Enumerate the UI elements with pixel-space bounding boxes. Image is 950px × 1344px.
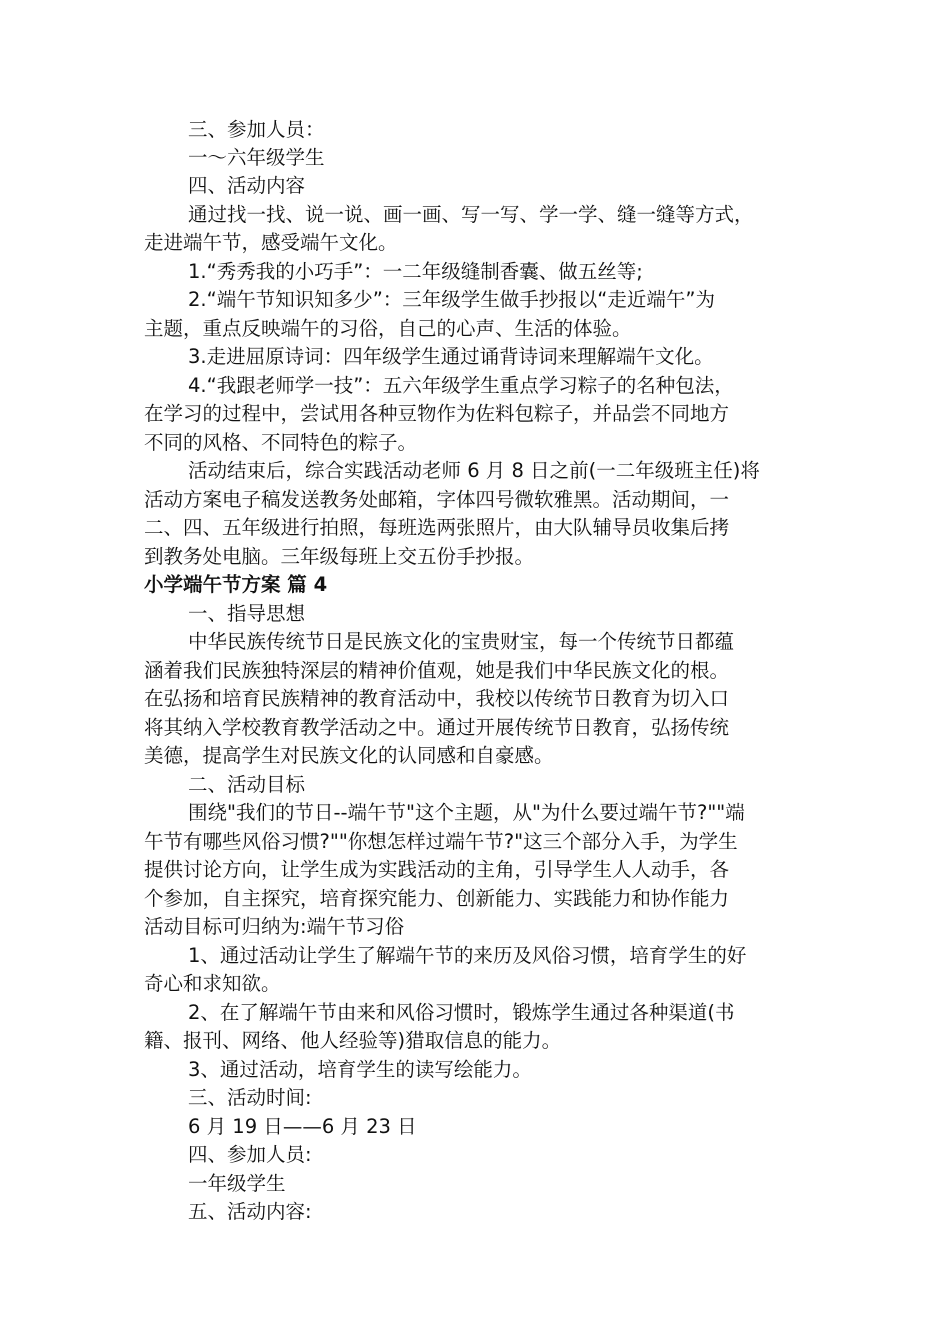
goal-item-3: 3、通过活动，培育学生的读写绘能力。 <box>188 1058 532 1081</box>
paragraph-line: 走进端午节，感受端午文化。 <box>144 231 398 254</box>
section-heading-content-2: 五、活动内容: <box>188 1200 312 1223</box>
paragraph-line: 奇心和求知欲。 <box>144 972 281 995</box>
list-item-3: 3.走进屈原诗词：四年级学生通过诵背诗词来理解端午文化。 <box>188 345 714 368</box>
paragraph-line: 到教务处电脑。三年级每班上交五份手抄报。 <box>144 545 535 568</box>
paragraph-line: 将其纳入学校教育教学活动之中。通过开展传统节日教育，弘扬传统 <box>144 716 730 739</box>
paragraph-line: 二、四、五年级进行拍照，每班选两张照片，由大队辅导员收集后拷 <box>144 516 730 539</box>
paragraph-line: 籍、报刊、网络、他人经验等)猎取信息的能力。 <box>144 1029 562 1052</box>
participants-text: 一～六年级学生 <box>188 146 325 169</box>
list-item-2: 2.“端午节知识知多少”：三年级学生做手抄报以“走近端午”为 <box>188 288 716 311</box>
section-heading-participants: 三、参加人员： <box>188 118 325 141</box>
goal-item-2: 2、在了解端午节由来和风俗习惯时，锻炼学生通过各种渠道(书 <box>188 1001 735 1024</box>
paragraph-line: 在学习的过程中，尝试用各种豆物作为佐料包粽子，并品尝不同地方 <box>144 402 730 425</box>
paragraph-line: 活动方案电子稿发送教务处邮箱，字体四号微软雅黑。活动期间，一 <box>144 488 730 511</box>
activity-dates: 6 月 19 日——6 月 23 日 <box>188 1115 417 1138</box>
section-heading-content: 四、活动内容 <box>188 174 306 197</box>
paragraph-line: 活动目标可归纳为:端午节习俗 <box>144 915 405 938</box>
paragraph-line: 不同的风格、不同特色的粽子。 <box>144 431 418 454</box>
paragraph-line: 活动结束后，综合实践活动老师 6 月 8 日之前(一二年级班主任)将 <box>188 459 760 482</box>
paragraph-line: 美德，提高学生对民族文化的认同感和自豪感。 <box>144 744 554 767</box>
list-item-4: 4.“我跟老师学一技”：五六年级学生重点学习粽子的名种包法， <box>188 374 734 397</box>
paragraph-line: 在弘扬和培育民族精神的教育活动中，我校以传统节日教育为切入口 <box>144 687 730 710</box>
goal-item-1: 1、通过活动让学生了解端午节的来历及风俗习惯，培育学生的好 <box>188 944 747 967</box>
participants-text-2: 一年级学生 <box>188 1172 286 1195</box>
paragraph-line: 个参加，自主探究，培育探究能力、创新能力、实践能力和协作能力 <box>144 887 730 910</box>
paragraph-line: 主题，重点反映端午的习俗，自己的心声、生活的体验。 <box>144 317 632 340</box>
paragraph-line: 午节有哪些风俗习惯?""你想怎样过端午节?"这三个部分入手，为学生 <box>144 830 738 853</box>
section-heading-goals: 二、活动目标 <box>188 773 306 796</box>
article-title: 小学端午节方案 篇 4 <box>144 573 328 596</box>
section-heading-participants-2: 四、参加人员: <box>188 1143 312 1166</box>
paragraph-line: 涵着我们民族独特深层的精神价值观，她是我们中华民族文化的根。 <box>144 659 730 682</box>
paragraph-line: 提供讨论方向，让学生成为实践活动的主角，引导学生人人动手，各 <box>144 858 730 881</box>
paragraph-line: 通过找一找、说一说、画一画、写一写、学一学、缝一缝等方式， <box>188 203 754 226</box>
section-heading-time: 三、活动时间: <box>188 1086 312 1109</box>
list-item-1: 1.“秀秀我的小巧手”：一二年级缝制香囊、做五丝等; <box>188 260 643 283</box>
section-heading-guiding-thought: 一、指导思想 <box>188 602 306 625</box>
paragraph-line: 围绕"我们的节日--端午节"这个主题，从"为什么要过端午节?""端 <box>188 801 745 824</box>
paragraph-line: 中华民族传统节日是民族文化的宝贵财宝，每一个传统节日都蕴 <box>188 630 735 653</box>
